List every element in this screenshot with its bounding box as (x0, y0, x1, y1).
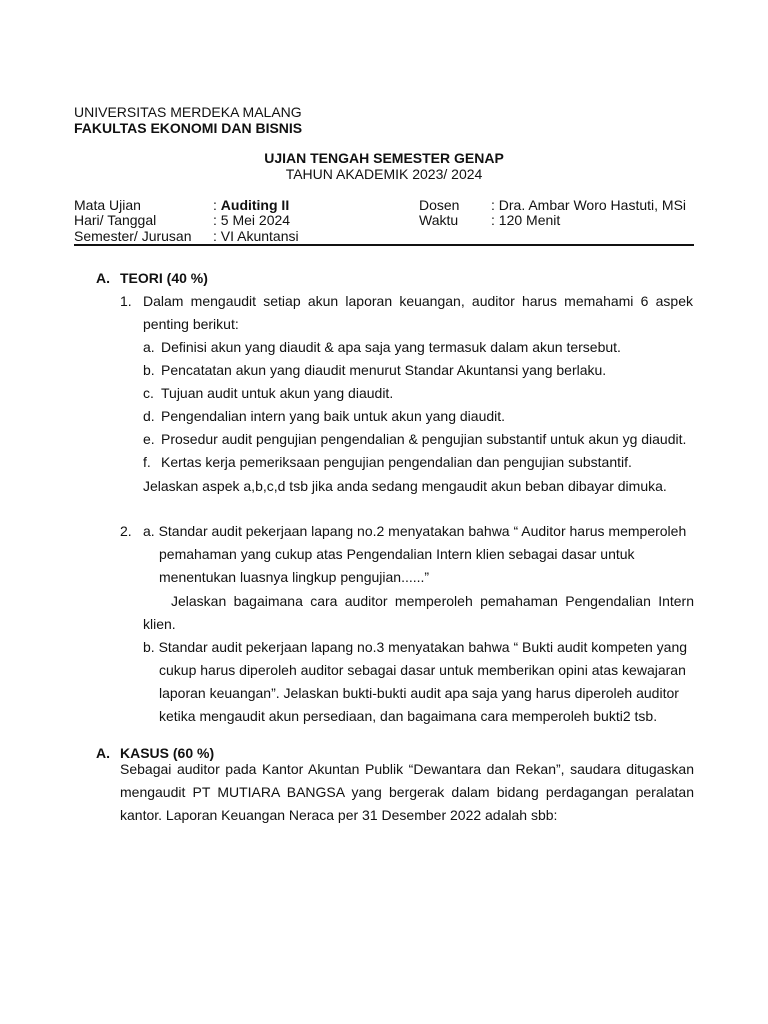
aspect-f-marker: f. (143, 454, 151, 470)
aspect-b-text: Pencatatan akun yang diaudit menurut Standar Akuntansi yang berlaku. (161, 362, 607, 378)
date-value: : 5 Mei 2024 (213, 212, 291, 228)
question-2a-instruction-cont: klien. (143, 616, 176, 632)
academic-year: TAHUN AKADEMIK 2023/ 2024 (285, 166, 483, 182)
section-a-marker: A. (96, 270, 110, 286)
aspect-c-marker: c. (143, 385, 154, 401)
date-label: Hari/ Tanggal (74, 212, 157, 228)
aspect-c-text: Tujuan audit untuk akun yang diaudit. (161, 385, 394, 401)
aspect-f-text: Kertas kerja pemeriksaan pengujian pengendalian dan pengujian substantif. (161, 454, 632, 470)
header-divider (74, 244, 694, 246)
question-2b-line1: b. Standar audit pekerjaan lapang no.3 menyatakan bahwa “ Bukti audit kompeten yang (143, 639, 688, 655)
lecturer-value: : Dra. Ambar Woro Hastuti, MSi (491, 197, 687, 213)
subject-separator: : (213, 197, 217, 213)
aspect-d-text: Pengendalian intern yang baik untuk akun yang diaudit. (161, 408, 506, 424)
time-value: : 120 Menit (491, 212, 561, 228)
subject-value (213, 197, 289, 213)
question-2a-line1: a. Standar audit pekerjaan lapang no.2 menyatakan bahwa “ Auditor harus memperoleh (143, 523, 687, 539)
case-text-line3: kantor. Laporan Keuangan Neraca per 31 Desember 2022 adalah sbb: (120, 807, 558, 823)
university-name: UNIVERSITAS MERDEKA MALANG (74, 104, 302, 120)
section-b-marker: A. (96, 745, 110, 761)
exam-title: UJIAN TENGAH SEMESTER GENAP (264, 150, 504, 166)
aspect-a-text: Definisi akun yang diaudit & apa saja yang termasuk dalam akun tersebut. (161, 339, 621, 355)
question-2a-line3: menentukan luasnya lingkup pengujian......” (159, 569, 430, 585)
aspect-d-marker: d. (143, 408, 155, 424)
subject-label: Mata Ujian (74, 197, 141, 213)
question-1-number: 1. (120, 293, 132, 309)
question-2b-line4: ketika mengaudit akun persediaan, dan bagaimana cara memperoleh bukti2 tsb. (159, 708, 658, 724)
case-text-line1: Sebagai auditor pada Kantor Akuntan Publik “Dewantara dan Rekan”, saudara ditugaskan (120, 761, 694, 777)
subject-name: Auditing II (220, 197, 290, 213)
aspect-b-marker: b. (143, 362, 155, 378)
question-2b-line2: cukup harus diperoleh auditor sebagai dasar untuk memberikan opini atas kewajaran (159, 662, 686, 678)
question-1-text: Dalam mengaudit setiap akun laporan keuangan, auditor harus memahami 6 aspek (143, 293, 693, 309)
question-2a-line2: pemahaman yang cukup atas Pengendalian Intern klien sebagai dasar untuk (159, 546, 635, 562)
aspect-e-marker: e. (143, 431, 155, 447)
semester-value: : VI Akuntansi (213, 228, 299, 244)
question-2a-instruction: Jelaskan bagaimana cara auditor memperoleh pemahaman Pengendalian Intern (171, 593, 694, 609)
section-a-title: TEORI (40 %) (120, 270, 208, 286)
semester-label: Semester/ Jurusan (74, 228, 192, 244)
question-1-text-cont: penting berikut: (143, 316, 239, 332)
aspect-e-text: Prosedur audit pengujian pengendalian & pengujian substantif untuk akun yg diaudit. (161, 431, 687, 447)
time-label: Waktu (419, 212, 459, 228)
case-text-line2: mengaudit PT MUTIARA BANGSA yang bergerak dalam bidang perdagangan peralatan (120, 784, 694, 800)
aspect-a-marker: a. (143, 339, 155, 355)
lecturer-label: Dosen (419, 197, 460, 213)
question-2-number: 2. (120, 523, 132, 539)
question-1-instruction: Jelaskan aspek a,b,c,d tsb jika anda sedang mengaudit akun beban dibayar dimuka. (143, 478, 667, 494)
question-2b-line3: laporan keuangan”. Jelaskan bukti-bukti audit apa saja yang harus diperoleh auditor (159, 685, 679, 701)
section-b-title: KASUS (60 %) (120, 745, 215, 761)
faculty-name: FAKULTAS EKONOMI DAN BISNIS (74, 120, 303, 136)
